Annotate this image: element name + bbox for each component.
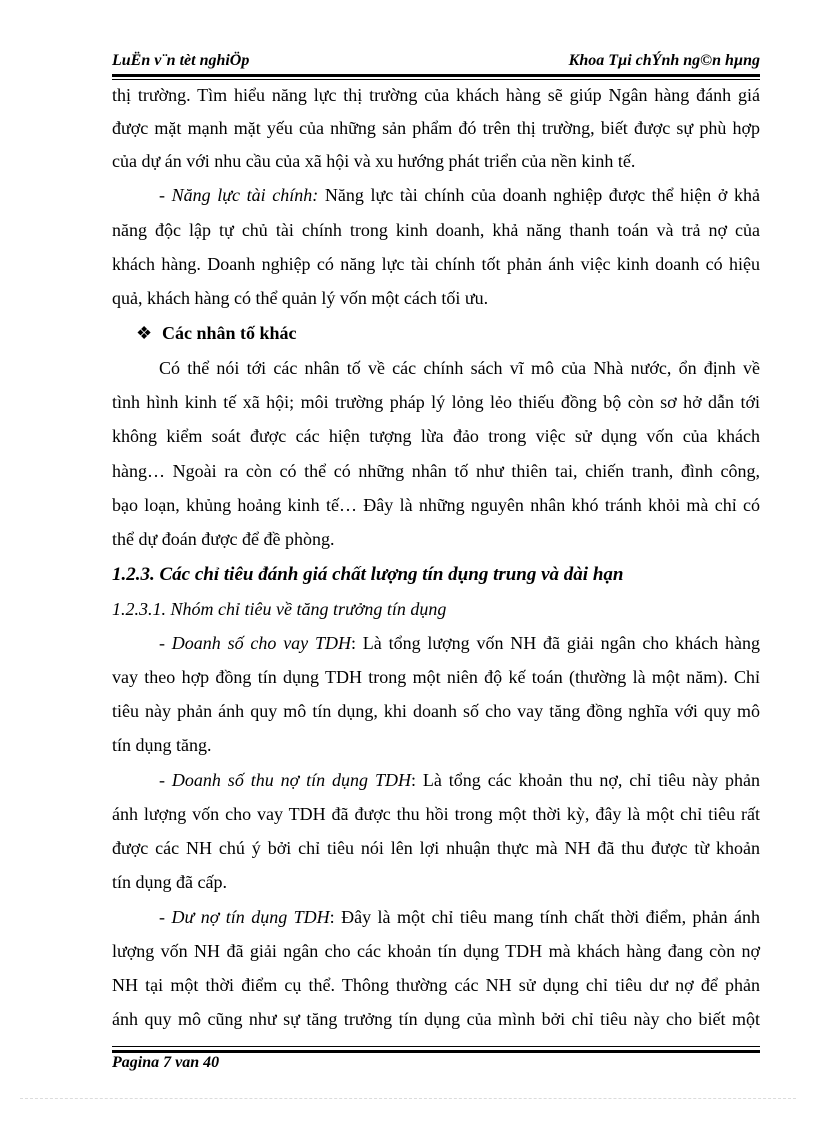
body-line: ánh quy mô cũng như sự tăng trưởng tín dụng của mình bởi chỉ tiêu này cho biết một — [112, 1009, 760, 1029]
body-line: khách hàng. Doanh nghiệp có năng lực tài chính tốt phản ánh việc kinh doanh có hiệu — [112, 254, 760, 274]
term-text: : Là tổng lượng vốn NH đã giải ngân cho khách hàng — [350, 633, 760, 653]
term-text: : Là tổng các khoản thu nợ, chỉ tiêu này phản — [410, 770, 760, 790]
body-line: năng độc lập tự chủ tài chính trong kinh doanh, khả năng thanh toán và trả nợ của — [112, 220, 760, 240]
paragraph-first-line — [159, 768, 760, 792]
body-line: tín dụng tăng. — [112, 735, 212, 755]
term-label: - Năng lực tài chính: — [159, 185, 319, 205]
body-line: tín dụng đã cấp. — [112, 872, 227, 892]
body-line: được mặt mạnh mặt yếu của những sản phẩm đó trên thị trường, biết được sự phù hợp — [112, 118, 760, 138]
diamond-bullet-icon: ❖ — [136, 323, 153, 343]
term-label: - Doanh số cho vay TDH — [159, 633, 351, 653]
paragraph-first-line: Có thể nói tới các nhân tố về các chính sách vĩ mô của Nhà nước, ổn định về — [159, 358, 760, 378]
term-label: - Doanh số thu nợ tín dụng TDH — [159, 770, 411, 790]
body-line: được các NH chú ý bởi chỉ tiêu nói lên lợi nhuận thực mà NH đã thu được từ khoản — [112, 838, 760, 858]
header-thesis-title: LuËn v¨n tèt nghiÖp — [112, 52, 250, 69]
body-line: quả, khách hàng có thể quản lý vốn một cách tối ưu. — [112, 288, 489, 308]
footer-divider-thick — [112, 1050, 760, 1053]
body-line: không kiểm soát được các hiện tượng lừa đảo trong việc sử dụng vốn của khách — [112, 426, 760, 446]
body-line: bạo loạn, khủng hoảng kinh tế… Đây là những nguyên nhân khó tránh khỏi mà chỉ có — [112, 495, 760, 515]
body-line: tiêu này phản ánh quy mô tín dụng, khi doanh số cho vay tăng đồng nghĩa với quy mô — [112, 701, 760, 721]
bullet-heading-text: Các nhân tố khác — [162, 323, 297, 343]
term-text: Năng lực tài chính của doanh nghiệp được thể hiện ở khả — [318, 185, 760, 205]
body-line: thể dự đoán được để đề phòng. — [112, 529, 335, 549]
header-divider-thin — [112, 79, 760, 80]
body-line: vay theo hợp đồng tín dụng TDH trong một niên độ kế toán (thường là một năm). Chỉ — [112, 667, 760, 687]
body-line: tình hình kinh tế xã hội; môi trường pháp lý lỏng lẻo thiếu đồng bộ còn sơ hở dẫn tới — [112, 392, 760, 412]
term-label: - Dư nợ tín dụng TDH — [159, 907, 330, 927]
body-line: lượng vốn NH đã giải ngân cho các khoản tín dụng TDH mà khách hàng đang còn nợ — [112, 941, 760, 961]
page-bottom-divider — [20, 1098, 796, 1099]
paragraph-first-line — [159, 905, 760, 929]
body-line: ánh lượng vốn cho vay TDH đã được thu hồi trong một thời kỳ, đây là một chỉ tiêu rất — [112, 804, 760, 824]
header-divider-thick — [112, 74, 760, 77]
header-faculty-name: Khoa Tµi chÝnh ng©n hµng — [568, 52, 760, 69]
body-line: của dự án với nhu cầu của xã hội và xu hướng phát triển của nền kinh tế. — [112, 151, 636, 171]
bullet-heading — [136, 321, 297, 345]
body-line: NH tại một thời điểm cụ thể. Thông thường các NH sử dụng chỉ tiêu dư nợ để phản — [112, 975, 760, 995]
subsection-heading: 1.2.3.1. Nhóm chỉ tiêu về tăng trưởng tín dụng — [112, 599, 447, 619]
footer-divider-thin — [112, 1046, 760, 1047]
paragraph-first-line — [159, 631, 760, 655]
paragraph-first-line — [159, 183, 760, 207]
page-number-footer: Pagina 7 van 40 — [112, 1054, 220, 1071]
body-line: thị trường. Tìm hiểu năng lực thị trường của khách hàng sẽ giúp Ngân hàng đánh giá — [112, 85, 760, 105]
term-text: : Đây là một chỉ tiêu mang tính chất thời điểm, phản ánh — [329, 907, 760, 927]
section-heading: 1.2.3. Các chỉ tiêu đánh giá chất lượng tín dụng trung và dài hạn — [112, 564, 624, 585]
body-line: hàng… Ngoài ra còn có thể có những nhân tố như thiên tai, chiến tranh, đình công, — [112, 461, 760, 481]
